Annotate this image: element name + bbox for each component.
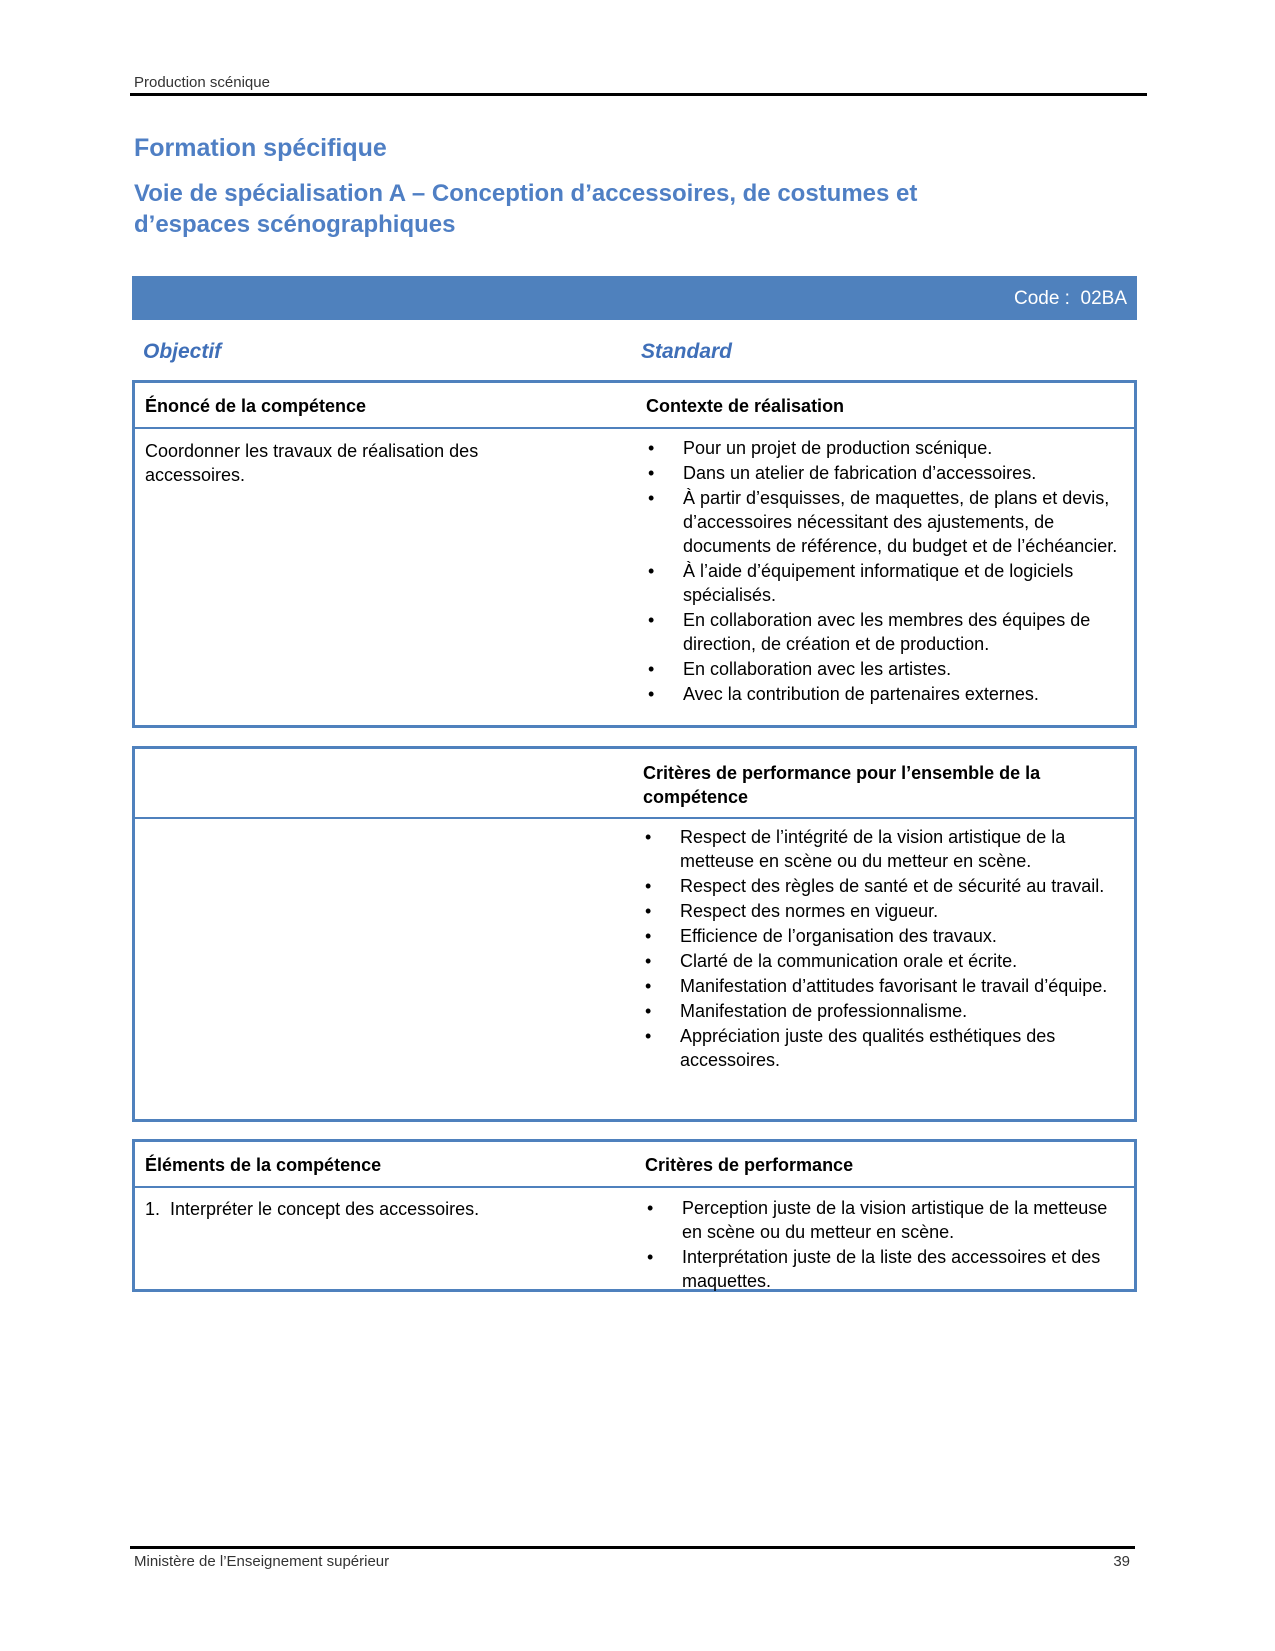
performance-criteria-heading: Critères de performance [645, 1155, 854, 1175]
code-label-text: Code : [1013, 288, 1070, 309]
list-item: • Respect des règles de santé et de sécurité au travail. [643, 874, 1127, 898]
performance-criteria-list [645, 1196, 1129, 1294]
context-list [646, 436, 1126, 707]
code-bar [132, 276, 1137, 320]
list-item: • Interprétation juste de la liste des accessoires et des maquettes. [645, 1245, 1129, 1293]
list-item: • Respect des normes en vigueur. [643, 899, 1127, 923]
list-item: • Manifestation de professionnalisme. [643, 999, 1127, 1023]
list-item: • En collaboration avec les membres des équipes de direction, de création et de production. [646, 608, 1126, 656]
criteria-list [643, 825, 1127, 1073]
list-item: • À partir d’esquisses, de maquettes, de plans et devis, d’accessoires nécessitant des ajustements, de documents de référence, du budget et de l’échéancier. [646, 486, 1126, 558]
footer-ministry: Ministère de l’Enseignement supérieur [134, 1553, 390, 1570]
specialisation-title: Voie de spécialisation A – Conception d’accessoires, de costumes et d’espaces scénographiques [134, 180, 918, 238]
competence-box-divider [135, 427, 1134, 429]
elements-heading: Éléments de la compétence [145, 1155, 382, 1175]
list-item: • En collaboration avec les artistes. [646, 657, 1126, 681]
competence-statement-heading: Énoncé de la compétence [145, 396, 367, 416]
list-item: • Perception juste de la vision artistique de la metteuse en scène ou du metteur en scène. [645, 1196, 1129, 1244]
elements-box [132, 1139, 1137, 1292]
criteria-box-divider [135, 817, 1134, 819]
criteria-heading: Critères de performance pour l’ensemble de la compétence [643, 763, 1041, 807]
element-item: 1. Interpréter le concept des accessoires. [145, 1199, 480, 1219]
competence-statement: Coordonner les travaux de réalisation des accessoires. [145, 441, 479, 485]
section-title: Formation spécifique [134, 134, 387, 162]
context-heading: Contexte de réalisation [646, 396, 845, 416]
page-number: 39 [1113, 1553, 1130, 1570]
footer-rule [130, 1546, 1135, 1549]
code-label [1014, 288, 1127, 310]
list-item: • Dans un atelier de fabrication d’accessoires. [646, 461, 1126, 485]
list-item: • À l’aide d’équipement informatique et de logiciels spécialisés. [646, 559, 1126, 607]
column-heading-standard: Standard [641, 340, 733, 363]
column-heading-objectif: Objectif [143, 340, 222, 363]
running-header: Production scénique [134, 74, 270, 91]
list-item: • Efficience de l’organisation des travaux. [643, 924, 1127, 948]
header-rule [130, 93, 1147, 96]
list-item: • Avec la contribution de partenaires externes. [646, 682, 1126, 706]
competence-box [132, 380, 1137, 728]
list-item: • Appréciation juste des qualités esthétiques des accessoires. [643, 1024, 1127, 1072]
list-item: • Manifestation d’attitudes favorisant le travail d’équipe. [643, 974, 1127, 998]
list-item: • Clarté de la communication orale et écrite. [643, 949, 1127, 973]
list-item: • Respect de l’intégrité de la vision artistique de la metteuse en scène ou du metteur en scène. [643, 825, 1127, 873]
list-item: • Pour un projet de production scénique. [646, 436, 1126, 460]
criteria-box [132, 746, 1137, 1122]
code-value: 02BA [1080, 288, 1127, 309]
elements-box-divider [135, 1186, 1134, 1188]
